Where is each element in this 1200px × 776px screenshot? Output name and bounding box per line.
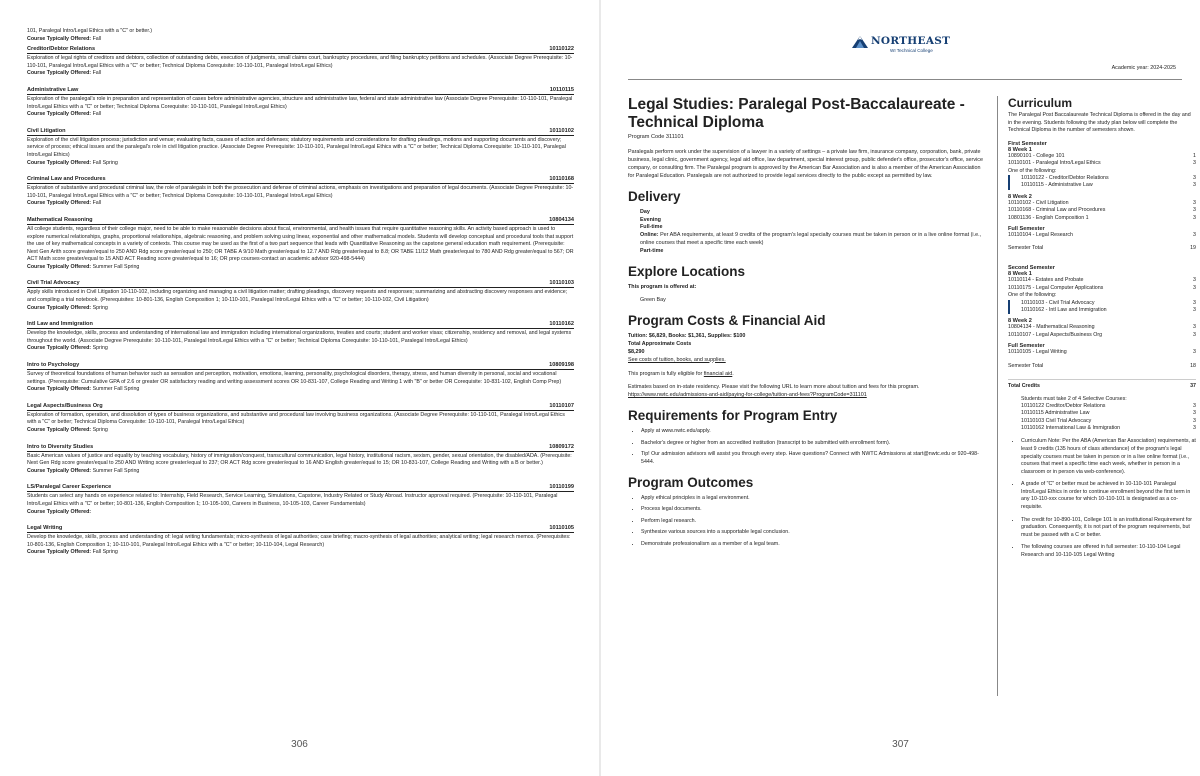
curriculum-credits: 3 bbox=[1193, 402, 1196, 409]
s1-full-courses bbox=[1008, 232, 1196, 239]
curriculum-course-row bbox=[1008, 307, 1196, 314]
curriculum-course-row bbox=[1008, 300, 1196, 307]
course-entry bbox=[27, 362, 574, 394]
offered-label: Course Typically Offered: bbox=[27, 549, 92, 556]
offered-label: Course Typically Offered: bbox=[27, 345, 92, 352]
course-code: 10110115 bbox=[549, 86, 574, 93]
curriculum-course-row bbox=[1008, 160, 1196, 167]
delivery-label: Full-time bbox=[640, 224, 663, 231]
course-code: 10110107 bbox=[549, 402, 574, 409]
delivery-list bbox=[628, 209, 988, 256]
curriculum-credits: 3 bbox=[1193, 299, 1196, 306]
delivery-text: Per ABA requirements, at least 9 credits of the program's legal specialty courses must be taken in person or in a live online format (i.e., online courses that meet a specific time each week) bbox=[640, 232, 982, 247]
curriculum-notes bbox=[1008, 438, 1196, 559]
curriculum-course: 10110114 - Estates and Probate bbox=[1008, 277, 1084, 284]
curriculum-course: 10110102 - Civil Litigation bbox=[1008, 199, 1069, 206]
course-offered bbox=[27, 427, 574, 435]
curriculum-course: 10110122 - Creditor/Debtor Relations bbox=[1021, 175, 1109, 181]
curriculum-course-row bbox=[1008, 403, 1196, 410]
program-code: Program Code 311101 bbox=[628, 134, 684, 140]
course-header bbox=[27, 484, 574, 492]
program-title: Legal Studies: Paralegal Post-Baccalaureate - Technical Diploma bbox=[628, 96, 965, 131]
curriculum-course: 10110162 - Intl Law and Immigration bbox=[1021, 307, 1107, 314]
curriculum-credits: 3 bbox=[1193, 199, 1196, 206]
course-offered bbox=[27, 111, 574, 119]
course-description: Exploration of formation, operation, and dissolution of types of business organizations, and substantive and procedural law involving business organizations. (Associate Degree Prerequisite: 10-110-101, Paralegal Intro/Legal Ethics with a "C" or better; Technical Diploma Corequisite: 10-110-101, Paralegal Intro/Legal Ethics) bbox=[27, 411, 565, 426]
page-number-left: 306 bbox=[291, 739, 308, 750]
course-description: Develop the knowledge, skills, process and understanding of: legal writing fundamentals; micro-synthesis of legal authorities; case briefing; macro-synthesis of legal authorities; analytical writing; legal research memos. (Prerequisites: 10-801-136, English Composition 1; 10-110-101, Paralegal Intro/Legal Ethics with a "C" or better; 10-110-104, Legal Research) bbox=[27, 534, 571, 548]
s1-week2-courses bbox=[1008, 200, 1196, 222]
curriculum-course: 10110162 International Law & Immigration bbox=[1021, 424, 1121, 431]
delivery-label: Day bbox=[640, 208, 650, 215]
curriculum-course: 10110101 - Paralegal Intro/Legal Ethics bbox=[1008, 160, 1101, 167]
course-description: Survey of theoretical foundations of human behavior such as sensation and perception, motivation, emotions, learning, personality, psychological disorders, therapy, stress, and human diversity in personal, social and vocational settings. (Prerequisite: Cumulative GPA of 2.6 or greater OR satisfactory reading and writing assessment scores OR 10-831-107, College Reading and Writing 1 with "B" or better OR Corequisite: 10-831-102, English Comp Prep) bbox=[27, 371, 562, 385]
s2-week1-options bbox=[1008, 300, 1196, 315]
course-offered bbox=[27, 200, 574, 208]
page-number-right: 307 bbox=[892, 739, 909, 750]
curriculum-credits: 1 bbox=[1193, 152, 1196, 159]
offered-value: Spring bbox=[92, 304, 108, 311]
curriculum-course: 10110115 - Administrative Law bbox=[1021, 182, 1093, 189]
course-description: Exploration of legal rights of creditors and debtors, collection of outstanding debts, execution of judgments, small claims court, bankruptcy procedures, and filing bankruptcy petitions and schedules. (Associate Degree Prerequisite: 10-110-101, Paralegal Intro/Legal Ethics with a "C" or better; Technical Diploma Corequisite: 10-110-101, Paralegal Intro/Legal Ethics) bbox=[27, 55, 573, 69]
curriculum-course: 10110105 - Legal Writing bbox=[1008, 349, 1067, 356]
course-description: Basic American values of justice and equality by teaching vocabulary, history of immigration/conquest, transcultural communication, legal history, institutional racism, sexism, gender, sexual orientation, the disabled/ADA. (Prerequisite: Next Gen Rdg score greater/equal to 250 AND Writing score greater/equal to 237; OR ACT Rdg score greater/equal to 16 AND English greater/equal to 15; OR 10-831-107, College Reading and Writing with a B or better.) bbox=[27, 452, 572, 467]
curriculum-course-row bbox=[1008, 410, 1196, 417]
s2-one-of-label: One of the following: bbox=[1008, 292, 1057, 299]
s1-one-of-label: One of the following: bbox=[1008, 167, 1057, 174]
course-code: 10804134 bbox=[549, 216, 574, 223]
curriculum-course-row bbox=[1008, 332, 1196, 339]
curriculum-course: 10110168 - Criminal Law and Procedures bbox=[1008, 207, 1106, 214]
curriculum-course: 10110122 Creditor/Debtor Relations bbox=[1021, 402, 1106, 409]
course-entry bbox=[27, 484, 574, 516]
curriculum-intro: The Paralegal Post Baccalaureate Technical Diploma is offered in the day and in the evening. Students following the study plan below will complete the Technical Diploma in the number of semesters shown. bbox=[1008, 112, 1191, 134]
requirements-heading: Requirements for Program Entry bbox=[628, 408, 838, 424]
s1-week1-options bbox=[1008, 175, 1196, 190]
course-entry bbox=[27, 403, 574, 435]
outcome-item: • Process legal documents. bbox=[641, 506, 988, 514]
curriculum-credits: 3 bbox=[1193, 214, 1196, 221]
program-main-column bbox=[628, 96, 988, 553]
curriculum-course-row bbox=[1008, 418, 1196, 425]
course-title: Intl Law and Immigration bbox=[27, 321, 93, 328]
course-offered bbox=[27, 509, 574, 517]
curriculum-note: • A grade of "C" or better must be achieved in 10-110-101 Paralegal Intro/Legal Ethics in order to continue enrollment beyond the first term in any 10-110-xxx course for which 10-110-101 is designated as a co-requisite. bbox=[1021, 481, 1196, 511]
offered-label: Course Typically Offered: bbox=[27, 304, 92, 311]
offered-value: Fall Spring bbox=[92, 159, 118, 166]
s1-week1-courses bbox=[1008, 153, 1196, 168]
course-code: 10809198 bbox=[549, 362, 574, 369]
locations-heading: Explore Locations bbox=[628, 264, 746, 280]
course-entry bbox=[27, 444, 574, 476]
s2-full-courses bbox=[1008, 349, 1196, 356]
outcome-item: • Demonstrate professionalism as a member of a legal team. bbox=[641, 541, 988, 549]
right-page bbox=[601, 0, 1200, 776]
course-description: Exploration of the civil litigation process; jurisdiction and venue; evaluating facts, causes of action and defenses; statutory requirements and considerations for drafting pleadings, motions and supporting documents and discovery; service of process; ethical issues and the paralegal's role in civil litigation practice. (Associate Degree Prerequisite: 10-110-101, Paralegal Intro/Legal Ethics with a "C" or better; Technical Diploma Corequisite: 10-110-101, Paralegal Intro/Legal Ethics) bbox=[27, 136, 566, 158]
academic-year: Academic year: 2024-2025 bbox=[1111, 65, 1176, 71]
course-entry bbox=[27, 217, 574, 272]
course-title: Administrative Law bbox=[27, 86, 79, 93]
course-code: 10110103 bbox=[549, 280, 574, 287]
course-code: 10110122 bbox=[549, 46, 574, 53]
course-offered bbox=[27, 468, 574, 476]
offered-value: Spring bbox=[92, 427, 108, 433]
curriculum-course: 10110103 Civil Trial Advocacy bbox=[1021, 417, 1092, 424]
curriculum-note: • Curriculum Note: Per the ABA (American Bar Association) requirements, at least 9 credits (135 hours of class attendance) of the program's legal specialty courses must be taken in person or in a live online format (i.e., courses that meet a specific time each week, whether in person in a classroom or in person via web-conference). bbox=[1021, 438, 1196, 476]
course-descriptions bbox=[27, 28, 574, 566]
outcome-item: • Synthesize various sources into a supportable legal conclusion. bbox=[641, 529, 988, 537]
delivery-mode bbox=[628, 224, 988, 232]
s1-full-heading: Full Semester bbox=[1008, 226, 1045, 233]
outcome-item: • Apply ethical principles in a legal environment. bbox=[641, 495, 988, 503]
course-offered bbox=[27, 549, 574, 557]
curriculum-course: 10110103 - Civil Trial Advocacy bbox=[1021, 299, 1095, 306]
curriculum-course: 10110107 - Legal Aspects/Business Org bbox=[1008, 331, 1103, 338]
northeast-logo bbox=[851, 31, 961, 57]
tuition-url-link[interactable]: https://www.nwtc.edu/admissions-and-aid/paying-for-college/tuition-and-fees?ProgramCode=311101 bbox=[628, 392, 867, 399]
outcome-item: • Perform legal research. bbox=[641, 518, 988, 526]
s2-week1-courses bbox=[1008, 277, 1196, 292]
requirement-item: • Tip! Our admission advisors will assist you through every step. Have questions? Connect with NWTC Admissions at start@nwtc.edu or 920-498-5444. bbox=[641, 451, 988, 466]
s2-week2-courses bbox=[1008, 324, 1196, 339]
curriculum-credits: 3 bbox=[1193, 410, 1196, 417]
offered-label: Course Typically Offered: bbox=[27, 386, 92, 393]
cost-estimate-note: Estimates based on in-state residency. Please visit the following URL to learn more about tuition and fees for this program. bbox=[628, 384, 920, 391]
offered-value: Fall bbox=[92, 111, 102, 118]
logo-wordmark: NORTHEAST bbox=[871, 35, 951, 47]
course-title: Civil Trial Advocacy bbox=[27, 280, 80, 287]
course-list bbox=[27, 46, 574, 557]
requirement-item: • Apply at www.nwtc.edu/apply. bbox=[641, 428, 988, 436]
curriculum-course: 10801136 - English Composition 1 bbox=[1008, 214, 1089, 221]
curriculum-course-row bbox=[1008, 200, 1196, 207]
curriculum-note: • The following courses are offered in full semester: 10-110-104 Legal Research and 10-110-105 Legal Writing bbox=[1021, 544, 1196, 559]
delivery-mode bbox=[628, 232, 988, 248]
continued-fragment: 101, Paralegal Intro/Legal Ethics with a "C" or better.) Course Typically Offered: Fall bbox=[27, 28, 153, 42]
curriculum-course-row bbox=[1008, 324, 1196, 331]
course-offered bbox=[27, 70, 574, 78]
requirements-list bbox=[628, 428, 988, 466]
offered-value: Summer Fall Spring bbox=[92, 263, 140, 270]
left-page bbox=[0, 0, 599, 776]
curriculum-course: 10110104 - Legal Research bbox=[1008, 232, 1073, 239]
course-offered bbox=[27, 386, 574, 394]
course-header bbox=[27, 280, 574, 288]
offered-value: Summer Fall Spring bbox=[92, 467, 140, 474]
course-header bbox=[27, 46, 574, 54]
course-description: Develop the knowledge, skills, process and understanding of international law and immigration including international organizations, treaties and courts; student and worker visas; citizenship, residency and removal, and legal systems throughout the world. (Associate Degree Prerequisite: 10-110-101, Paralegal Intro/Legal Ethics with a "C" or better; Technical Diploma Corequisite: 10-110-101, Paralegal Intro/Legal Ethics) bbox=[27, 330, 572, 344]
costs-link[interactable]: See costs of tuition, books, and supplies. bbox=[628, 356, 726, 363]
delivery-label: Part-time bbox=[640, 248, 664, 255]
delivery-mode bbox=[628, 248, 988, 256]
course-code: 10110168 bbox=[549, 176, 574, 183]
offered-label: Course Typically Offered: bbox=[27, 111, 92, 118]
total-cost-label: Total Approximate Costs bbox=[628, 340, 692, 347]
delivery-mode bbox=[628, 209, 988, 217]
locations-offered-at: This program is offered at: bbox=[628, 284, 697, 291]
cost-breakdown: Tuition: $6,829, Books: $1,361, Supplies: $100 bbox=[628, 332, 746, 339]
offered-value: Fall bbox=[92, 70, 102, 77]
course-header bbox=[27, 87, 574, 95]
course-entry bbox=[27, 321, 574, 353]
curriculum-credits: 3 bbox=[1193, 424, 1196, 431]
s2-week2-heading: 8 Week 2 bbox=[1008, 318, 1032, 325]
curriculum-course: 10890101 - College 101 bbox=[1008, 152, 1065, 159]
curriculum-credits: 3 bbox=[1193, 331, 1196, 338]
financial-aid-link[interactable]: financial aid bbox=[703, 370, 733, 377]
outcomes-heading: Program Outcomes bbox=[628, 474, 754, 490]
course-title: Creditor/Debtor Relations bbox=[27, 46, 96, 53]
course-title: LS/Paralegal Career Experience bbox=[27, 484, 112, 491]
delivery-label: Online: bbox=[640, 232, 659, 239]
header-divider bbox=[628, 79, 1182, 80]
course-code: 10110162 bbox=[549, 321, 574, 328]
offered-label: Course Typically Offered: bbox=[27, 263, 92, 270]
campus-green-bay: Green Bay bbox=[640, 296, 666, 303]
s2-week1-heading: 8 Week 1 bbox=[1008, 271, 1032, 278]
curriculum-credits: 3 bbox=[1193, 182, 1196, 189]
s1-week1-heading: 8 Week 1 bbox=[1008, 146, 1032, 153]
course-entry bbox=[27, 87, 574, 119]
offered-label: Course Typically Offered: bbox=[27, 427, 92, 433]
curriculum-course-row bbox=[1008, 277, 1196, 284]
second-semester-heading: Second Semester bbox=[1008, 265, 1055, 272]
curriculum-course-row bbox=[1008, 182, 1196, 189]
offered-label: Course Typically Offered: bbox=[27, 200, 92, 207]
curriculum-note: • The credit for 10-890-101, College 101 is an institutional Requirement for graduation. Consequently, it is not part of the program requirements, but must be passed with a C or better. bbox=[1021, 517, 1196, 540]
offered-value: Spring bbox=[92, 345, 108, 352]
s2-total: Semester Total 18 bbox=[1008, 362, 1196, 369]
selective-courses bbox=[1008, 403, 1196, 433]
course-title: Legal Writing bbox=[27, 525, 63, 532]
curriculum-credits: 3 bbox=[1193, 349, 1196, 356]
curriculum-credits: 3 bbox=[1193, 284, 1196, 291]
curriculum-credits: 3 bbox=[1193, 324, 1196, 331]
program-intro: Paralegals perform work under the supervision of a lawyer in a variety of settings – a private law firm, insurance company, corporation, bank, private business, legal clinic, government agency, legal aid office, law department, special interest group, public defender's office, prosecutor's office, service company, or consulting firm. The Paralegal program is approved by the American Bar Association and is also a member of the American Association for Paralegal Education. Paralegals are not authorized to provide legal services directly to the public except as permitted by law. bbox=[628, 149, 983, 179]
course-description: Exploration of substantive and procedural criminal law, the role of paralegals in both the prosecution and defense of criminal actions, emphasis on investigations and preparation of legal documents. (Associate Degree Prerequisite: 10-110-101, Paralegal Intro/Legal Ethics with a "C" or better; Technical Diploma Corequisite: 10-110-101, Paralegal Intro/Legal Ethics) bbox=[27, 185, 574, 199]
course-title: Intro to Psychology bbox=[27, 362, 80, 369]
course-header bbox=[27, 525, 574, 533]
course-code: 10809172 bbox=[549, 443, 574, 450]
curriculum-credits: 3 bbox=[1193, 417, 1196, 424]
offered-label: Course Typically Offered: bbox=[27, 508, 92, 515]
course-entry bbox=[27, 280, 574, 312]
curriculum-course: 10110175 - Legal Computer Applications bbox=[1008, 284, 1104, 291]
curriculum-course-row bbox=[1008, 153, 1196, 160]
course-header bbox=[27, 321, 574, 329]
course-description: Exploration of the paralegal's role in preparation and representation of cases before administrative agencies, structure and administrative law, federal and state administrative law (Associate Degree Prerequisite: 10-110-101, Paralegal Intro/Legal Ethics with a "C" or better; Technical Diploma Corequisite: 10-110-101, Paralegal Intro/Legal Ethics) bbox=[27, 95, 573, 110]
s2-full-heading: Full Semester bbox=[1008, 343, 1045, 350]
course-description: Students can select any hands on experience related to: Internship, Field Research, Service Learning, Simulations, Capstone, Industry Related or Study Abroad. Instructor approval required. (Prerequisite: 10-110-101, Paralegal Intro/Legal Ethics with a "C" or better; 10-801-136, English Composition 1; 10-105-100, Careers in Business, 10-105-103, Career Fundamentals) bbox=[27, 493, 558, 507]
curriculum-course-row bbox=[1008, 349, 1196, 356]
outcomes-list bbox=[628, 495, 988, 549]
selective-heading: Students must take 2 of 4 Selective Courses: bbox=[1021, 395, 1127, 402]
curriculum-course: 10110115 Administrative Law bbox=[1021, 410, 1090, 417]
course-offered bbox=[27, 345, 574, 353]
curriculum-course-row bbox=[1008, 232, 1196, 239]
course-title: Criminal Law and Procedures bbox=[27, 176, 106, 183]
delivery-mode bbox=[628, 217, 988, 225]
course-title: Legal Aspects/Business Org bbox=[27, 402, 103, 409]
total-credits: Total Credits 37 bbox=[1008, 379, 1196, 389]
curriculum-credits: 3 bbox=[1193, 160, 1196, 167]
course-description: All college students, regardless of their college major, need to be able to make reasonable decisions about fiscal, environmental, and health issues that require quantitative reasoning skills. An activity based approach is used to explore numerical relationships, graphs, proportional relationships, algebraic reasoning, and problem solving using linear, exponential and other mathematical models. Students will develop conceptual and procedural tools that support the use of key mathematical concepts in a variety of contexts. This course may be used as the first of a two part sequence that leads with Quantitative Reasoning as the capstone general education math requirement. (Prerequisite: Next Gen Arith score greater/equal to 250 AND Rdg score greater/equal to 250; OR TABE A 9/10 Math greater/equal to 12.7 AND Rdg greater/equal to 8.8; OR TABE 11/12 Math greater/equal to 780 AND Rdg greater/equal to 567; OR ACT Math score greater/equal to 15 AND ACT Reading score greater/equal to 16; OR prep courses-contact an academic advisor 920-498-5444) bbox=[27, 225, 574, 263]
course-title: Civil Litigation bbox=[27, 127, 66, 134]
total-cost-value: $8,290 bbox=[628, 348, 645, 355]
curriculum-course-row bbox=[1008, 175, 1196, 182]
logo-subtitle: WI Technical College bbox=[890, 48, 933, 53]
curriculum-course-row bbox=[1008, 215, 1196, 222]
curriculum-sidebar bbox=[997, 96, 1196, 696]
curriculum-credits: 3 bbox=[1193, 175, 1196, 181]
course-code: 10110199 bbox=[549, 484, 574, 491]
course-entry bbox=[27, 128, 574, 167]
offered-value: Summer Fall Spring bbox=[92, 386, 140, 393]
delivery-heading: Delivery bbox=[628, 188, 681, 204]
curriculum-credits: 3 bbox=[1193, 207, 1196, 214]
course-offered bbox=[27, 264, 574, 272]
course-offered bbox=[27, 305, 574, 313]
course-header bbox=[27, 444, 574, 452]
course-entry bbox=[27, 46, 574, 78]
costs-heading: Program Costs & Financial Aid bbox=[628, 312, 826, 328]
offered-value: Fall Spring bbox=[92, 549, 118, 556]
s1-total: Semester Total 19 bbox=[1008, 245, 1196, 252]
curriculum-course: 10804134 - Mathematical Reasoning bbox=[1008, 324, 1095, 331]
course-header bbox=[27, 362, 574, 370]
curriculum-credits: 3 bbox=[1193, 307, 1196, 314]
offered-value: Fall bbox=[92, 200, 102, 207]
first-semester-heading: First Semester bbox=[1008, 140, 1047, 147]
offered-label: Course Typically Offered: bbox=[27, 467, 92, 474]
delivery-label: Evening bbox=[640, 216, 661, 223]
course-entry bbox=[27, 176, 574, 208]
course-code: 10110102 bbox=[549, 127, 574, 134]
course-code: 10110105 bbox=[549, 525, 574, 532]
course-header bbox=[27, 128, 574, 136]
course-entry bbox=[27, 525, 574, 557]
offered-label: Course Typically Offered: bbox=[27, 70, 92, 77]
course-header bbox=[27, 217, 574, 225]
curriculum-credits: 3 bbox=[1193, 277, 1196, 284]
course-title: Mathematical Reasoning bbox=[27, 216, 93, 223]
course-description: Apply skills introduced in Civil Litigation 10-110-102, including organizing and managing a civil litigation matter; drafting pleadings, discovery requests and responses; summarizing and abstracting discovery responses and evidence; and compiling a trial notebook. (Prerequisites: 10-801-136, English Composition 1; 10-110-101, Paralegal Intro/Legal Ethics with a "C" or better; 10-110-102, Civil Litigation) bbox=[27, 289, 568, 304]
curriculum-course-row bbox=[1008, 425, 1196, 432]
course-header bbox=[27, 176, 574, 184]
curriculum-course-row bbox=[1008, 285, 1196, 292]
curriculum-credits: 3 bbox=[1193, 232, 1196, 239]
logo-mountain-icon bbox=[851, 33, 869, 51]
course-title: Intro to Diversity Studies bbox=[27, 443, 94, 450]
course-header bbox=[27, 403, 574, 411]
s1-week2-heading: 8 Week 2 bbox=[1008, 193, 1032, 200]
curriculum-heading: Curriculum bbox=[1008, 96, 1073, 110]
course-offered bbox=[27, 160, 574, 168]
offered-label: Course Typically Offered: bbox=[27, 159, 92, 166]
curriculum-course-row bbox=[1008, 207, 1196, 214]
financial-aid-line: This program is fully eligible for financial aid. bbox=[628, 370, 734, 377]
requirement-item: • Bachelor's degree or higher from an accredited institution (transcript to be submitted with enrollment form). bbox=[641, 440, 988, 448]
